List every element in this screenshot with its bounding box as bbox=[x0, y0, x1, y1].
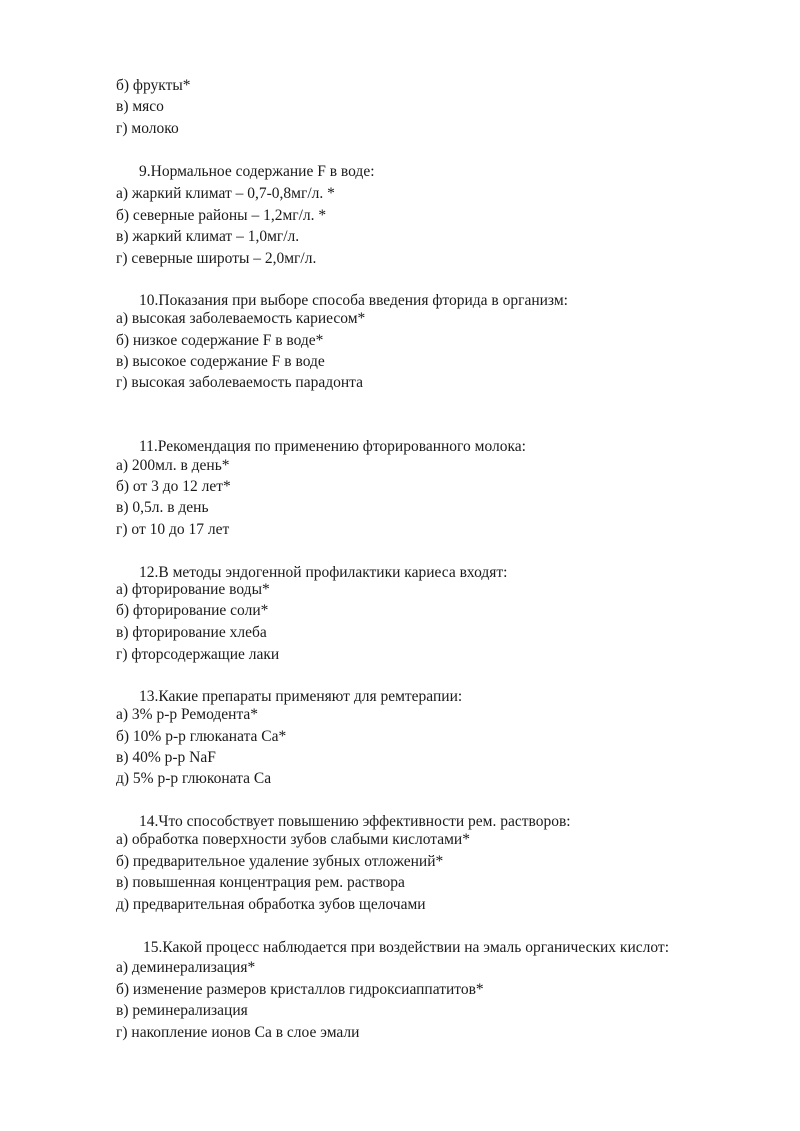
q13-option-c: в) 40% р-р NaF bbox=[116, 749, 216, 766]
q14-option-a: а) обработка поверхности зубов слабыми кислотами* bbox=[116, 831, 470, 848]
q13-option-b: б) 10% р-р глюканата Са* bbox=[116, 728, 287, 745]
q14-option-c: в) повышенная концентрация рем. раствора bbox=[116, 874, 405, 891]
question-14: 14.Что способствует повышению эффективности рем. растворов: bbox=[139, 813, 571, 830]
q9-option-a: а) жаркий климат – 0,7-0,8мг/л. * bbox=[116, 185, 335, 202]
q12-option-c: в) фторирование хлеба bbox=[116, 624, 267, 641]
q9-option-b: б) северные районы – 1,2мг/л. * bbox=[116, 207, 327, 224]
q14-option-b: б) предварительное удаление зубных отложений* bbox=[116, 853, 444, 870]
q14-option-d: д) предварительная обработка зубов щелочами bbox=[116, 896, 426, 913]
question-12: 12.В методы эндогенной профилактики кариеса входят: bbox=[139, 564, 508, 581]
prev-option-c: в) мясо bbox=[116, 98, 164, 115]
q11-option-b: б) от 3 до 12 лет* bbox=[116, 478, 231, 495]
prev-option-b: б) фрукты* bbox=[116, 77, 191, 94]
q13-option-d: д) 5% р-р глюконата Са bbox=[116, 770, 272, 787]
prev-option-d: г) молоко bbox=[116, 120, 179, 137]
q9-option-d: г) северные широты – 2,0мг/л. bbox=[116, 250, 317, 267]
q11-option-c: в) 0,5л. в день bbox=[116, 499, 209, 516]
question-15: 15.Какой процесс наблюдается при воздействии на эмаль органических кислот: bbox=[143, 939, 670, 956]
q13-option-a: а) 3% р-р Ремодента* bbox=[116, 706, 259, 723]
q12-option-b: б) фторирование соли* bbox=[116, 602, 269, 619]
q10-option-b: б) низкое содержание F в воде* bbox=[116, 332, 324, 349]
q11-option-d: г) от 10 до 17 лет bbox=[116, 521, 230, 538]
question-10: 10.Показания при выборе способа введения фторида в организм: bbox=[139, 292, 568, 309]
q10-option-d: г) высокая заболеваемость парадонта bbox=[116, 374, 363, 391]
q9-option-c: в) жаркий климат – 1,0мг/л. bbox=[116, 228, 300, 245]
q12-option-a: а) фторирование воды* bbox=[116, 581, 270, 598]
q15-option-d: г) накопление ионов Са в слое эмали bbox=[116, 1024, 360, 1041]
q10-option-a: а) высокая заболеваемость кариесом* bbox=[116, 310, 366, 327]
q12-option-d: г) фторсодержащие лаки bbox=[116, 646, 280, 663]
question-9: 9.Нормальное содержание F в воде: bbox=[139, 163, 375, 180]
q15-option-a: а) деминерализация* bbox=[116, 959, 256, 976]
q15-option-c: в) реминерализация bbox=[116, 1002, 248, 1019]
q11-option-a: а) 200мл. в день* bbox=[116, 457, 230, 474]
q10-option-c: в) высокое содержание F в воде bbox=[116, 353, 325, 370]
q15-option-b: б) изменение размеров кристаллов гидроксиаппатитов* bbox=[116, 981, 484, 998]
question-13: 13.Какие препараты применяют для ремтерапии: bbox=[139, 688, 463, 705]
question-11: 11.Рекомендация по применению фторированного молока: bbox=[139, 438, 526, 455]
